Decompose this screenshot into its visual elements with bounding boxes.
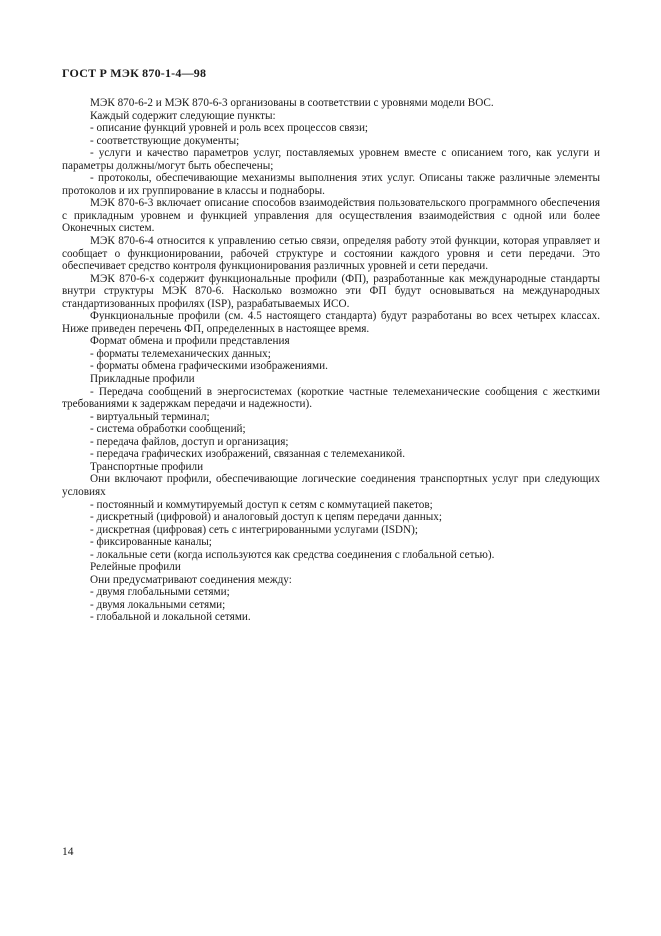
- list-item: - двумя локальными сетями;: [90, 598, 226, 611]
- list-item: - форматы обмена графическими изображениями.: [90, 360, 328, 373]
- list-item: - виртуальный терминал;: [90, 410, 210, 423]
- paragraph: МЭК 870-6-3 включает описание способов взаимодействия пользовательского программного обеспечения с прикладным уровнем и функцией управления для осуществления взаимодействия с одной или более Оконечных систем.: [62, 197, 600, 235]
- paragraph: Релейные профили: [90, 561, 181, 574]
- paragraph: МЭК 870-6-4 относится к управлению сетью связи, определяя работу этой функции, которая управляет и сообщает о функционировании, рабочей структуре и состоянии каждого уровня и сети передачи. Это обеспечивает средство контроля функционирования различных уровней и сети передачи.: [62, 235, 600, 273]
- list-item: - система обработки сообщений;: [90, 423, 246, 436]
- paragraph: Они включают профили, обеспечивающие логические соединения транспортных услуг при следующих условиях: [62, 473, 600, 498]
- list-item: - Передача сообщений в энергосистемах (короткие частные телемеханические сообщения с жесткими требованиями к задержкам передачи и надежности).: [62, 385, 600, 411]
- list-item: - передача графических изображений, связанная с телемеханикой.: [90, 448, 406, 461]
- list-item: - дискретная (цифровая) сеть с интегрированными услугами (ISDN);: [90, 523, 418, 536]
- page-number: 14: [62, 846, 74, 858]
- paragraph: Они предусматривают соединения между:: [90, 573, 292, 586]
- list-item: - описание функций уровней и роль всех процессов связи;: [90, 122, 369, 135]
- document-body: [62, 97, 600, 624]
- list-item: - двумя глобальными сетями;: [90, 586, 230, 599]
- list-item: - фиксированные каналы;: [90, 536, 212, 549]
- paragraph: Формат обмена и профили представления: [90, 335, 290, 348]
- paragraph: Транспортные профили: [90, 460, 204, 473]
- list-item: - соответствующие документы;: [90, 134, 240, 147]
- list-item: - локальные сети (когда используются как средства соединения с глобальной сетью).: [90, 548, 495, 561]
- list-item: - услуги и качество параметров услуг, поставляемых уровнем вместе с описанием того, как услуги и параметры должны/могут быть обеспечены;: [62, 147, 600, 172]
- list-item: - постоянный и коммутируемый доступ к сетям с коммутацией пакетов;: [90, 498, 433, 511]
- list-item: - глобальной и локальной сетями.: [90, 611, 251, 624]
- list-item: - форматы телемеханических данных;: [90, 347, 271, 360]
- paragraph: МЭК 870-6-х содержит функциональные профили (ФП), разработанные как международные стандарты внутри структуры МЭК 870-6. Насколько возможно эти ФП будут основываться на международных стандартизованных профилях (ISP), разрабатываемых ИСО.: [62, 272, 600, 310]
- paragraph: Прикладные профили: [90, 373, 195, 386]
- list-item: - передача файлов, доступ и организация;: [90, 435, 289, 448]
- paragraph: МЭК 870-6-2 и МЭК 870-6-3 организованы в соответствии с уровнями модели ВОС.: [90, 97, 494, 109]
- document-header: ГОСТ Р МЭК 870-1-4—98: [62, 66, 207, 80]
- paragraph: Каждый содержит следующие пункты:: [90, 109, 276, 122]
- list-item: - протоколы, обеспечивающие механизмы выполнения этих услуг. Описаны также различные элементы протоколов и их группирование в классы и поднаборы.: [62, 172, 600, 197]
- paragraph: Функциональные профили (см. 4.5 настоящего стандарта) будут разработаны во всех четырех классах. Ниже приведен перечень ФП, определенных в настоящее время.: [62, 310, 600, 335]
- list-item: - дискретный (цифровой) и аналоговый доступ к цепям передачи данных;: [90, 511, 442, 524]
